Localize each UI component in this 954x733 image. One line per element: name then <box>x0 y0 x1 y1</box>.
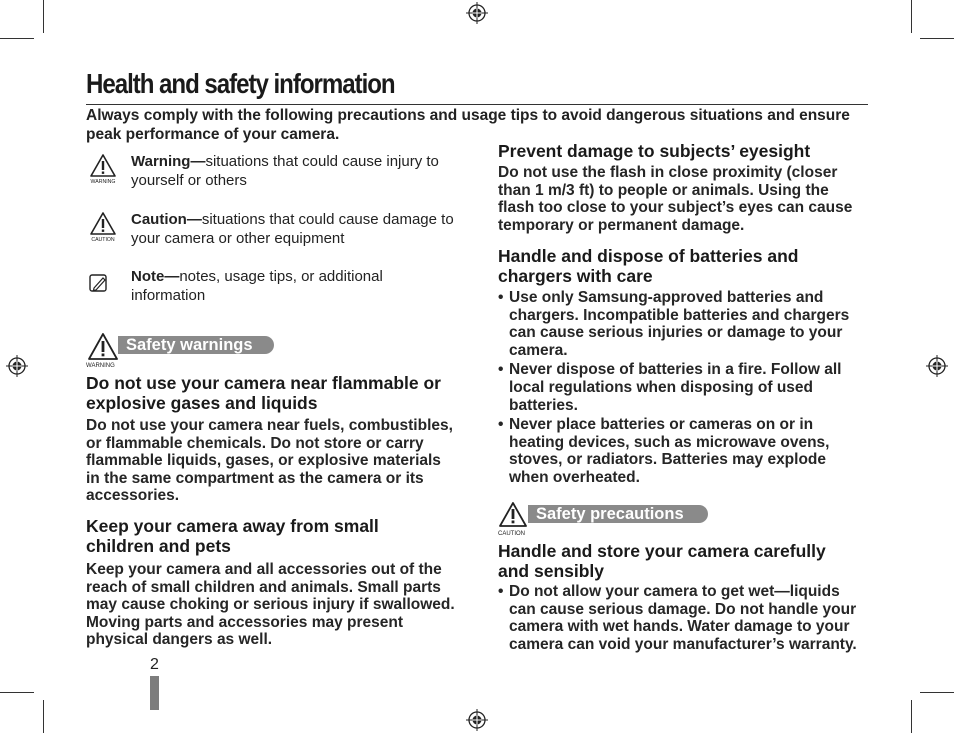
warning-icon-label: WARNING <box>86 363 115 369</box>
warning-icon-label: WARNING <box>90 179 116 185</box>
bullet-dot: • <box>498 361 504 379</box>
crop-mark <box>920 692 954 693</box>
crop-mark <box>43 700 44 733</box>
bullet-dot: • <box>498 416 504 434</box>
safety-precautions-label: Safety precautions <box>528 505 708 523</box>
section-heading: Handle and store your camera carefully and sensibly <box>498 541 826 581</box>
section-body: Do not use your camera near fuels, combustibles, or flammable chemicals. Do not store or carry flammable liquids, gases, or explosive materials in the same compartment as the camera or its accessories. <box>86 417 453 505</box>
legend-dash: — <box>186 211 202 228</box>
page-tab-marker <box>150 676 159 710</box>
warning-icon <box>86 152 120 186</box>
page-number: 2 <box>150 656 159 673</box>
list-item-text: Never place batteries or cameras on or in heating devices, such as microwave ovens, stoves, or radiators. Batteries may explode when overheated. <box>509 416 830 486</box>
legend-note-text <box>131 267 461 305</box>
list-item-text: Never dispose of batteries in a fire. Follow all local regulations when disposing of used batteries. <box>509 361 842 414</box>
safety-warnings-header <box>86 333 286 367</box>
page-title: Health and safety information <box>86 68 395 99</box>
legend-dash: — <box>164 268 180 285</box>
list-item <box>498 361 858 414</box>
legend-description: situations that could cause injury to yourself or others <box>131 153 439 189</box>
section-heading: Handle and dispose of batteries and chargers with care <box>498 246 799 286</box>
safety-warnings-label: Safety warnings <box>118 336 274 354</box>
section-heading: Keep your camera away from small children and pets <box>86 516 379 556</box>
legend-term: Warning <box>131 153 191 170</box>
safety-precautions-header <box>498 502 718 536</box>
section-body: Do not use the flash in close proximity (closer than 1 m/3 ft) to people or animals. Using the flash too close to your subject’s eyes can cause temporary or permanent damage. <box>498 164 853 234</box>
legend-term: Note <box>131 268 165 285</box>
list-item <box>498 416 858 486</box>
legend-caution-text <box>131 210 461 248</box>
legend-description: notes, usage tips, or additional information <box>131 268 383 304</box>
section-body: Keep your camera and all accessories out of the reach of small children and animals. Small parts may cause choking or serious injury if swallowed. Moving parts and accessories may present physical dangers as well. <box>86 561 455 649</box>
legend-dash: — <box>190 153 206 170</box>
caution-icon-label: CAUTION <box>498 531 525 537</box>
registration-mark-icon <box>926 355 948 377</box>
crop-mark <box>43 0 44 33</box>
registration-mark-icon <box>466 709 488 731</box>
bullet-list <box>498 583 864 655</box>
section-heading: Do not use your camera near flammable or explosive gases and liquids <box>86 373 441 413</box>
bullet-dot: • <box>498 289 504 306</box>
bullet-dot: • <box>498 583 504 600</box>
list-item-text: Do not allow your camera to get wet—liquids can cause serious damage. Do not handle your camera with wet hands. Water damage to your camera can void your manufacturer’s warranty. <box>509 583 857 653</box>
caution-icon-label: CAUTION <box>91 237 115 243</box>
legend-term: Caution <box>131 211 187 228</box>
intro-paragraph: Always comply with the following precautions and usage tips to avoid dangerous situations and ensure peak performance of your camera. <box>86 107 850 143</box>
crop-mark <box>0 38 34 39</box>
bullet-list <box>498 289 858 489</box>
list-item <box>498 583 864 653</box>
warning-icon <box>86 333 126 369</box>
section-heading: Prevent damage to subjects’ eyesight <box>498 141 811 161</box>
crop-mark <box>911 700 912 733</box>
note-icon <box>86 269 120 303</box>
caution-icon <box>86 210 120 244</box>
crop-mark <box>911 0 912 33</box>
title-divider <box>86 104 868 105</box>
legend-warning-text <box>131 152 461 190</box>
list-item <box>498 289 858 359</box>
caution-icon <box>498 502 538 538</box>
crop-mark <box>0 692 34 693</box>
list-item-text: Use only Samsung-approved batteries and chargers. Incompatible batteries and chargers can cause serious injuries or damage to your camera. <box>509 289 850 359</box>
registration-mark-icon <box>466 2 488 24</box>
registration-mark-icon <box>6 355 28 377</box>
legend-description: situations that could cause damage to your camera or other equipment <box>131 211 454 247</box>
crop-mark <box>920 38 954 39</box>
